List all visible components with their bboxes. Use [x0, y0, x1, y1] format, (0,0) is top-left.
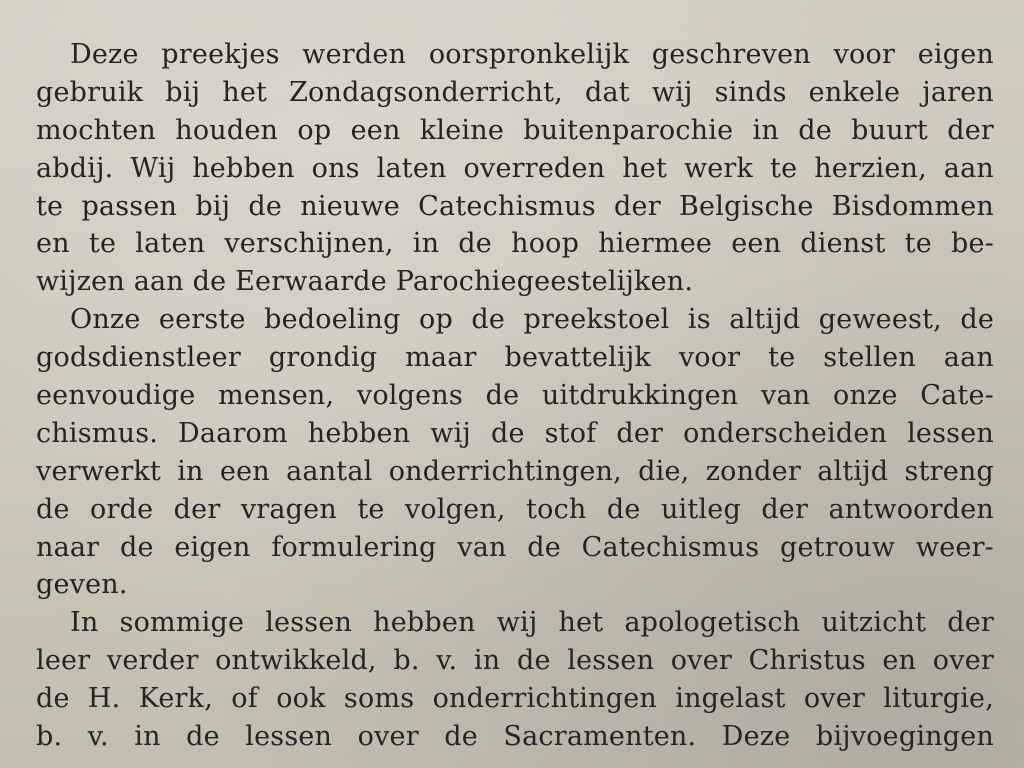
- text-line: mochten houden op een kleine buitenparochie in de buurt der: [36, 114, 994, 146]
- text-line: abdij. Wij hebben ons laten overreden het werk te herzien, aan: [36, 152, 994, 184]
- text-line: gebruik bij het Zondagsonderricht, dat wij sinds enkele jaren: [36, 76, 994, 108]
- text-line: en te laten verschijnen, in de hoop hiermee een dienst te be-: [36, 228, 994, 260]
- text-line: godsdienstleer grondig maar bevattelijk voor te stellen aan: [36, 342, 994, 374]
- text-line: b. v. in de lessen over de Sacramenten. Deze bijvoegingen: [36, 721, 994, 753]
- text-line: naar de eigen formulering van de Catechismus getrouw weer-: [36, 531, 994, 563]
- paragraph-1: [36, 36, 994, 301]
- text-line: de orde der vragen te volgen, toch de uitleg der antwoorden: [36, 493, 994, 525]
- text-line: leer verder ontwikkeld, b. v. in de lessen over Christus en over: [36, 645, 994, 677]
- paragraph-2: [36, 301, 994, 604]
- text-line: wijzen aan de Eerwaarde Parochiegeestelijken.: [36, 266, 694, 298]
- paragraph-3: [36, 604, 994, 756]
- text-line: verwerkt in een aantal onderrichtingen, die, zonder altijd streng: [36, 455, 994, 487]
- text-line: Deze preekjes werden oorspronkelijk geschreven voor eigen: [70, 39, 994, 70]
- text-line: chismus. Daarom hebben wij de stof der onderscheiden lessen: [36, 417, 994, 449]
- text-line: In sommige lessen hebben wij het apologetisch uitzicht der: [70, 607, 994, 639]
- text-line: de H. Kerk, of ook soms onderrichtingen ingelast over liturgie,: [36, 683, 994, 715]
- text-line: te passen bij de nieuwe Catechismus der Belgische Bisdommen: [36, 190, 994, 222]
- text-line: eenvoudige mensen, volgens de uitdrukkingen van onze Cate-: [36, 380, 994, 412]
- text-line: geven.: [36, 569, 128, 601]
- text-line: Onze eerste bedoeling op de preekstoel is altijd geweest, de: [70, 304, 994, 336]
- page-text: [36, 36, 994, 756]
